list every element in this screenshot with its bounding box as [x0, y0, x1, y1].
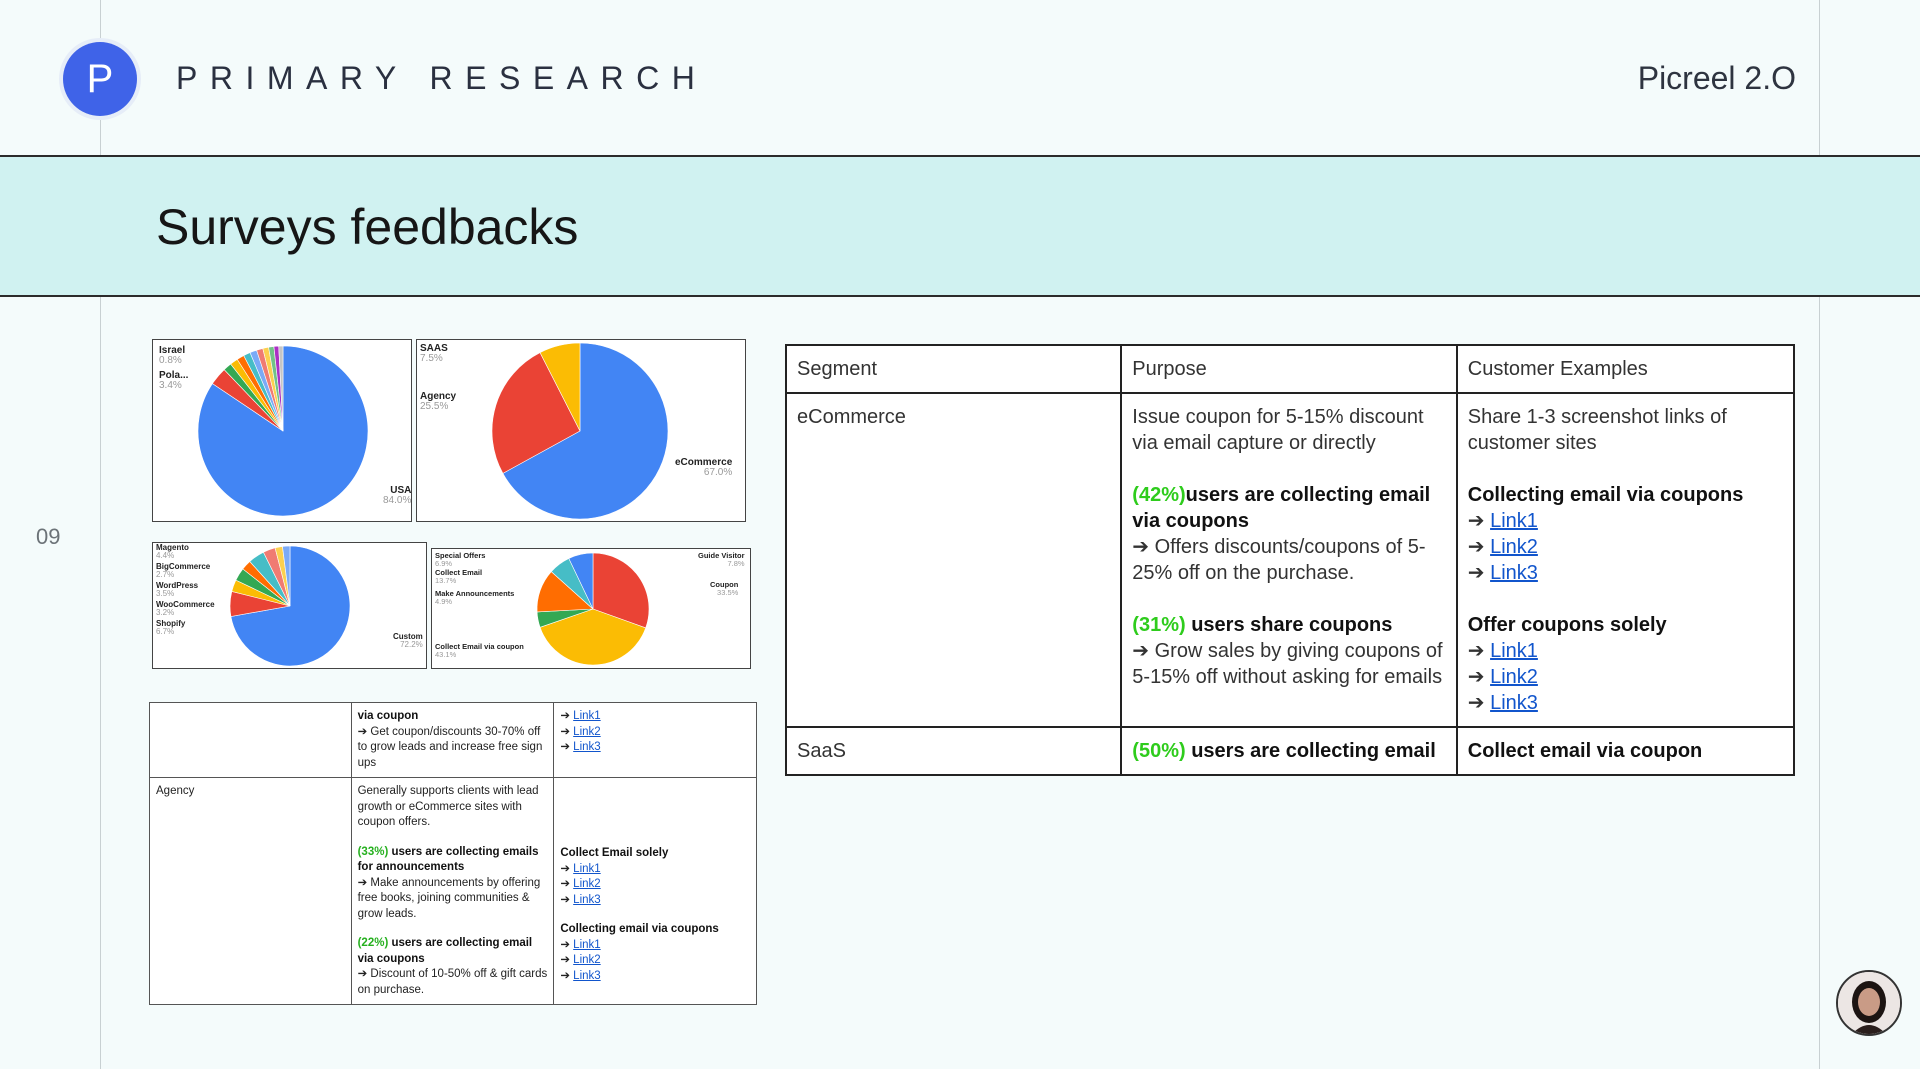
- avatar-portrait: [1838, 972, 1900, 1034]
- purpose-text: ➔ Grow sales by giving coupons of 5-15% off without asking for emails: [1132, 640, 1443, 688]
- example-heading: Collect Email solely: [560, 847, 669, 860]
- purpose-pie-chart: [431, 548, 751, 669]
- segment-cell: Agency: [150, 778, 352, 1005]
- segment-pie-svg: [417, 340, 747, 523]
- pie-label-pola: Pola... 3.4%: [159, 370, 189, 391]
- purpose-cell: (50%) users are collecting email: [1121, 727, 1456, 775]
- agency-table: [149, 702, 757, 1005]
- pie-label-magento: Magento 4.4%: [156, 543, 189, 560]
- platform-pie-chart: [152, 542, 427, 669]
- brand-title: PRIMARY RESEARCH: [176, 60, 708, 96]
- pie-label-wordpress: WordPress 3.5%: [156, 581, 199, 598]
- example-heading: Collecting email via coupons: [1467, 484, 1744, 506]
- purpose-text: ➔ Make announcements by offering free books, joining communities & grow leads.: [357, 876, 541, 920]
- example-link[interactable]: Link2: [1490, 666, 1538, 688]
- pie-label-woocommerce: WooCommerce 3.2%: [156, 600, 215, 617]
- example-heading: Offer coupons solely: [1467, 614, 1667, 636]
- examples-intro: Share 1-3 screenshot links of customer sites: [1467, 406, 1727, 454]
- examples-cell: Share 1-3 screenshot links of customer sites Collecting email via coupons ➔ Link1 ➔ Link2 ➔ Link3 Offer coupons solely ➔ Link1 ➔ Link2 ➔ Link3: [1457, 393, 1794, 727]
- table-header-row: [786, 345, 1794, 393]
- pie-label-bigcommerce: BigCommerce 2.7%: [156, 562, 211, 579]
- purpose-text: ➔ Get coupon/discounts 30-70% off to grow leads and increase free sign ups: [357, 725, 543, 769]
- purpose-heading: (31%) users share coupons: [1132, 614, 1393, 636]
- logo-badge: P: [63, 42, 137, 116]
- purpose-text: Issue coupon for 5-15% discount via email capture or directly: [1132, 406, 1424, 454]
- pie-label-usa: USA 84.0%: [383, 485, 412, 506]
- presenter-avatar: [1836, 970, 1902, 1036]
- pie-label-coupon: Coupon 33.5%: [710, 580, 739, 597]
- segment-cell: eCommerce: [786, 393, 1121, 727]
- pie-label-special-offers: Special Offers 6.9%: [435, 551, 486, 568]
- example-link[interactable]: Link2: [573, 954, 601, 967]
- header-purpose: Purpose: [1121, 345, 1456, 393]
- header-divider-top: [0, 155, 1920, 157]
- example-link[interactable]: Link1: [573, 710, 601, 722]
- table-cell: [150, 703, 352, 778]
- purpose-heading: (42%)users are collecting email via coupons: [1132, 484, 1431, 532]
- pie-label-collect-email: Collect Email 13.7%: [435, 568, 483, 585]
- product-name: Picreel 2.O: [1637, 60, 1796, 96]
- table-cell: ➔ Link1 ➔ Link2 ➔ Link3: [554, 703, 757, 778]
- purpose-heading: (33%) users are collecting emails for announcements: [357, 845, 539, 874]
- header-segment: Segment: [786, 345, 1121, 393]
- table-row: [150, 778, 757, 1005]
- header-divider-bottom: [0, 295, 1920, 297]
- purpose-heading: (22%) users are collecting email via coupons: [357, 937, 533, 965]
- segment-pie-chart: [416, 339, 746, 522]
- segment-table: [785, 344, 1795, 776]
- table-cell: Collect Email solely ➔ Link1 ➔ Link2 ➔ Link3 Collecting email via coupons ➔ Link1 ➔ Link2 ➔ Link3: [554, 778, 757, 1005]
- example-link[interactable]: Link3: [573, 741, 601, 754]
- pie-label-israel: Israel 0.8%: [159, 345, 186, 366]
- example-link[interactable]: Link3: [573, 893, 601, 906]
- page-number: 09: [36, 524, 61, 549]
- purpose-text: ➔ Discount of 10-50% off & gift cards on purchase.: [357, 968, 548, 996]
- example-link[interactable]: Link1: [573, 862, 601, 875]
- purpose-text: Generally supports clients with lead growth or eCommerce sites with coupon offers.: [357, 785, 539, 829]
- example-link[interactable]: Link1: [1490, 510, 1538, 532]
- table-cell: [351, 778, 554, 1005]
- header-customer-examples: Customer Examples: [1457, 345, 1794, 393]
- table-cell: [351, 703, 554, 778]
- table-row: [150, 703, 757, 778]
- country-pie-svg: [153, 340, 413, 523]
- example-link[interactable]: Link1: [1490, 640, 1538, 662]
- pie-label-ecommerce: eCommerce 67.0%: [675, 457, 733, 478]
- example-link[interactable]: Link3: [1490, 692, 1538, 714]
- purpose-text: ➔ Offers discounts/coupons of 5-25% off on the purchase.: [1132, 536, 1426, 584]
- page-title: Surveys feedbacks: [156, 199, 579, 255]
- pie-label-agency: Agency 25.5%: [420, 391, 457, 412]
- pie-label-saas: SAAS 7.5%: [420, 343, 448, 364]
- pie-label-custom: Custom 72.2%: [393, 632, 423, 649]
- purpose-heading: via coupon: [357, 710, 419, 722]
- examples-cell: Collect email via coupon: [1457, 727, 1794, 775]
- country-pie-chart: [152, 339, 412, 522]
- pie-label-guide-visitor: Guide Visitor 7.8%: [698, 551, 745, 568]
- pie-label-collect-email-via-coupon: Collect Email via coupon 43.1%: [435, 642, 524, 659]
- table-row: [786, 727, 1794, 775]
- purpose-cell: [1121, 393, 1456, 727]
- pie-label-shopify: Shopify 6.7%: [156, 619, 186, 636]
- example-link[interactable]: Link3: [573, 969, 601, 982]
- table-row: [786, 393, 1794, 727]
- example-link[interactable]: Link3: [1490, 562, 1538, 584]
- example-link[interactable]: Link2: [1490, 536, 1538, 558]
- example-link[interactable]: Link2: [573, 725, 601, 738]
- pie-label-make-announcements: Make Announcements 4.9%: [435, 589, 515, 606]
- example-heading: Collecting email via coupons: [560, 923, 719, 936]
- example-link[interactable]: Link2: [573, 878, 601, 891]
- segment-cell: SaaS: [786, 727, 1121, 775]
- example-link[interactable]: Link1: [573, 938, 601, 951]
